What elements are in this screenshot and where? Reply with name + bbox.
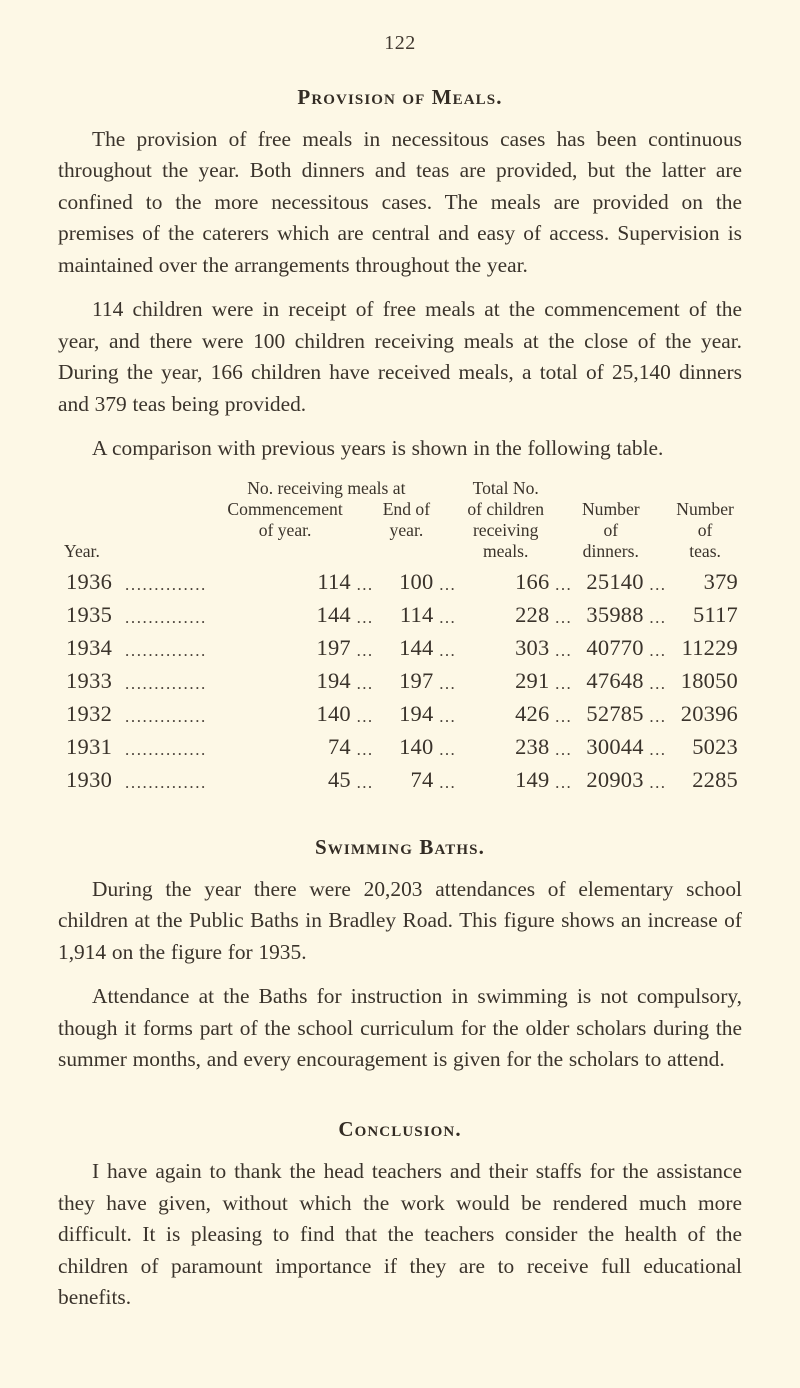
cell-separator: ... (649, 607, 667, 627)
cell-separator: ... (356, 739, 374, 759)
header-year-spacer-3 (64, 520, 119, 541)
cell-separator: ... (439, 772, 457, 792)
header-dinners-l3: dinners. (582, 540, 639, 561)
cell-year: 1930 (66, 766, 113, 792)
table-row (64, 661, 738, 694)
cell-separator: ... (555, 640, 573, 660)
header-sep-c2 (549, 499, 577, 520)
header-endofyear-l2: year. (389, 519, 424, 540)
table-header-row-3 (64, 520, 738, 541)
header-empty-sep3 (549, 478, 577, 499)
header-empty-leader (119, 478, 219, 499)
cell-total-children: 149 (515, 766, 550, 792)
cell-commencement: 114 (317, 568, 351, 594)
cell-separator: ... (356, 706, 374, 726)
cell-dot-leader: .............. (125, 706, 207, 726)
cell-separator: ... (439, 574, 457, 594)
table-row (64, 562, 738, 595)
cell-separator: ... (649, 673, 667, 693)
header-dinners-l1: Number (581, 498, 640, 519)
cell-separator: ... (439, 673, 457, 693)
table-body (64, 562, 738, 793)
cell-commencement: 144 (316, 601, 351, 627)
cell-total-children: 166 (515, 568, 550, 594)
comparison-table-wrapper (58, 478, 742, 793)
cell-end-of-year: 197 (399, 667, 434, 693)
paragraph-meals-1: The provision of free meals in necessitous cases has been continuous throughout the year. Both dinners and teas are provided, but the latter are confined to the more necessitous cases. The meals are provided on the premises of the caterers which are central and easy of access. Supervision is maintained over the arrangements throughout the year. (58, 127, 742, 277)
table-row (64, 628, 738, 661)
meals-comparison-table (64, 478, 738, 793)
cell-total-children: 238 (515, 733, 550, 759)
cell-dinners: 40770 (586, 634, 644, 660)
cell-commencement: 194 (316, 667, 351, 693)
cell-separator: ... (649, 772, 667, 792)
section-heading-conclusion: Conclusion. (338, 1117, 462, 1142)
table-row (64, 595, 738, 628)
cell-end-of-year: 74 (410, 766, 434, 792)
paragraph-conclusion-1: I have again to thank the head teachers and their staffs for the assistance they have given, without which the work would be rendered much more difficult. It is pleasing to find that the teachers consider the health of the children of paramount importance if they are to receive full educational benefits. (58, 1159, 742, 1310)
table-header-row-2 (64, 499, 738, 520)
header-teas-l3: teas. (689, 540, 721, 561)
header-sep-b3 (433, 520, 461, 541)
paragraph-swimming-2: Attendance at the Baths for instruction in swimming is not compulsory, though it forms part of the school curriculum for the older scholars during the summer months, and every encouragement is given for the scholars to attend. (58, 984, 742, 1071)
cell-dot-leader: .............. (125, 673, 207, 693)
paragraph-meals-3: A comparison with previous years is shown in the following table. (92, 436, 664, 461)
header-sep-d2 (644, 499, 672, 520)
header-empty-sep4 (644, 478, 672, 499)
cell-end-of-year: 144 (399, 634, 434, 660)
cell-year: 1936 (66, 568, 113, 594)
header-total-children-l2: of children (467, 498, 545, 519)
header-leader-spacer-2 (119, 499, 219, 520)
cell-separator: ... (649, 706, 667, 726)
cell-teas: 379 (703, 568, 738, 594)
cell-separator: ... (439, 739, 457, 759)
header-sep-a2 (351, 499, 379, 520)
cell-separator: ... (439, 706, 457, 726)
header-sep-b4 (433, 541, 461, 562)
cell-separator: ... (439, 607, 457, 627)
cell-separator: ... (555, 673, 573, 693)
cell-year: 1932 (66, 700, 113, 726)
cell-year: 1931 (66, 733, 113, 759)
cell-dot-leader: .............. (125, 574, 207, 594)
header-commencement-l1: Commencement (227, 498, 343, 519)
cell-separator: ... (555, 706, 573, 726)
cell-total-children: 228 (515, 601, 550, 627)
header-sep-b2 (433, 499, 461, 520)
cell-year: 1934 (66, 634, 113, 660)
cell-end-of-year: 194 (399, 700, 434, 726)
cell-end-of-year: 140 (399, 733, 434, 759)
cell-teas: 11229 (681, 634, 738, 660)
cell-separator: ... (555, 739, 573, 759)
header-teas-spacer (672, 478, 738, 499)
cell-commencement: 45 (327, 766, 351, 792)
cell-dinners: 35988 (586, 601, 644, 627)
cell-dinners: 47648 (586, 667, 644, 693)
header-sep-a4 (351, 541, 379, 562)
header-empty-year (64, 478, 119, 499)
cell-dot-leader: .............. (125, 607, 207, 627)
header-dinners-l2: of (603, 519, 619, 540)
cell-total-children: 291 (515, 667, 550, 693)
paragraph-swimming-1: During the year there were 20,203 attendances of elementary school children at the Public Baths in Bradley Road. This figure shows an increase of 1,914 on the figure for 1935. (58, 876, 742, 964)
page-number: 122 (384, 32, 416, 54)
table-row (64, 694, 738, 727)
cell-year: 1935 (66, 601, 113, 627)
header-teas-l1: Number (676, 498, 734, 519)
section-heading-provision-of-meals: Provision of Meals. (297, 85, 503, 109)
cell-separator: ... (555, 607, 573, 627)
cell-teas: 5023 (692, 733, 738, 759)
cell-separator: ... (555, 772, 573, 792)
header-dinners-spacer (578, 478, 644, 499)
cell-total-children: 303 (515, 634, 550, 660)
table-row (64, 760, 738, 793)
header-sep-d3 (644, 520, 672, 541)
cell-separator: ... (356, 673, 374, 693)
cell-teas: 18050 (680, 667, 738, 693)
header-teas-l2: of (697, 519, 713, 540)
header-total-children-l1: Total No. (472, 477, 539, 498)
header-sep-d4 (644, 541, 672, 562)
header-commencement-l3 (219, 541, 351, 562)
header-endofyear-l3 (379, 541, 433, 562)
header-endofyear-l1: End of (382, 498, 431, 519)
header-sep-a3 (351, 520, 379, 541)
header-sep-c3 (549, 520, 577, 541)
header-leader-spacer-3 (119, 520, 219, 541)
cell-separator: ... (649, 574, 667, 594)
header-leader-spacer-4 (119, 541, 219, 562)
cell-year: 1933 (66, 667, 113, 693)
header-empty-sep2 (433, 478, 461, 499)
cell-teas: 2285 (692, 766, 738, 792)
cell-separator: ... (356, 607, 374, 627)
cell-dinners: 52785 (586, 700, 644, 726)
cell-separator: ... (356, 640, 374, 660)
cell-teas: 5117 (693, 601, 738, 627)
table-header-row-4 (64, 541, 738, 562)
table-header-group-row (64, 478, 738, 499)
table-row (64, 727, 738, 760)
cell-separator: ... (649, 739, 667, 759)
cell-dot-leader: .............. (125, 739, 207, 759)
header-total-children-l3: receiving (472, 519, 539, 540)
header-year-spacer-2 (64, 499, 119, 520)
cell-commencement: 140 (316, 700, 351, 726)
cell-commencement: 74 (327, 733, 351, 759)
cell-dinners: 20903 (586, 766, 644, 792)
paragraph-meals-2: 114 children were in receipt of free meals at the commencement of the year, and there were 100 children receiving meals at the close of the year. During the year, 166 children have received meals, a total of 25,140 dinners and 379 teas being provided. (58, 297, 742, 416)
cell-separator: ... (649, 640, 667, 660)
header-sep-c4 (549, 541, 577, 562)
header-group-receiving-meals: No. receiving meals at (247, 477, 406, 498)
section-heading-swimming-baths: Swimming Baths. (315, 834, 485, 859)
cell-dinners: 25140 (586, 568, 644, 594)
cell-separator: ... (439, 640, 457, 660)
cell-separator: ... (356, 772, 374, 792)
cell-commencement: 197 (316, 634, 351, 660)
header-commencement-l2: of year. (258, 519, 312, 540)
cell-separator: ... (555, 574, 573, 594)
cell-total-children: 426 (515, 700, 550, 726)
cell-teas: 20396 (680, 700, 738, 726)
cell-end-of-year: 114 (399, 601, 434, 627)
cell-dot-leader: .............. (125, 640, 207, 660)
header-total-children-l4: meals. (482, 540, 529, 561)
table-head (64, 478, 738, 562)
document-page (0, 32, 800, 1388)
cell-separator: ... (356, 574, 374, 594)
cell-dinners: 30044 (586, 733, 644, 759)
cell-dot-leader: .............. (125, 772, 207, 792)
cell-end-of-year: 100 (399, 568, 434, 594)
header-year-label: Year. (64, 540, 100, 561)
